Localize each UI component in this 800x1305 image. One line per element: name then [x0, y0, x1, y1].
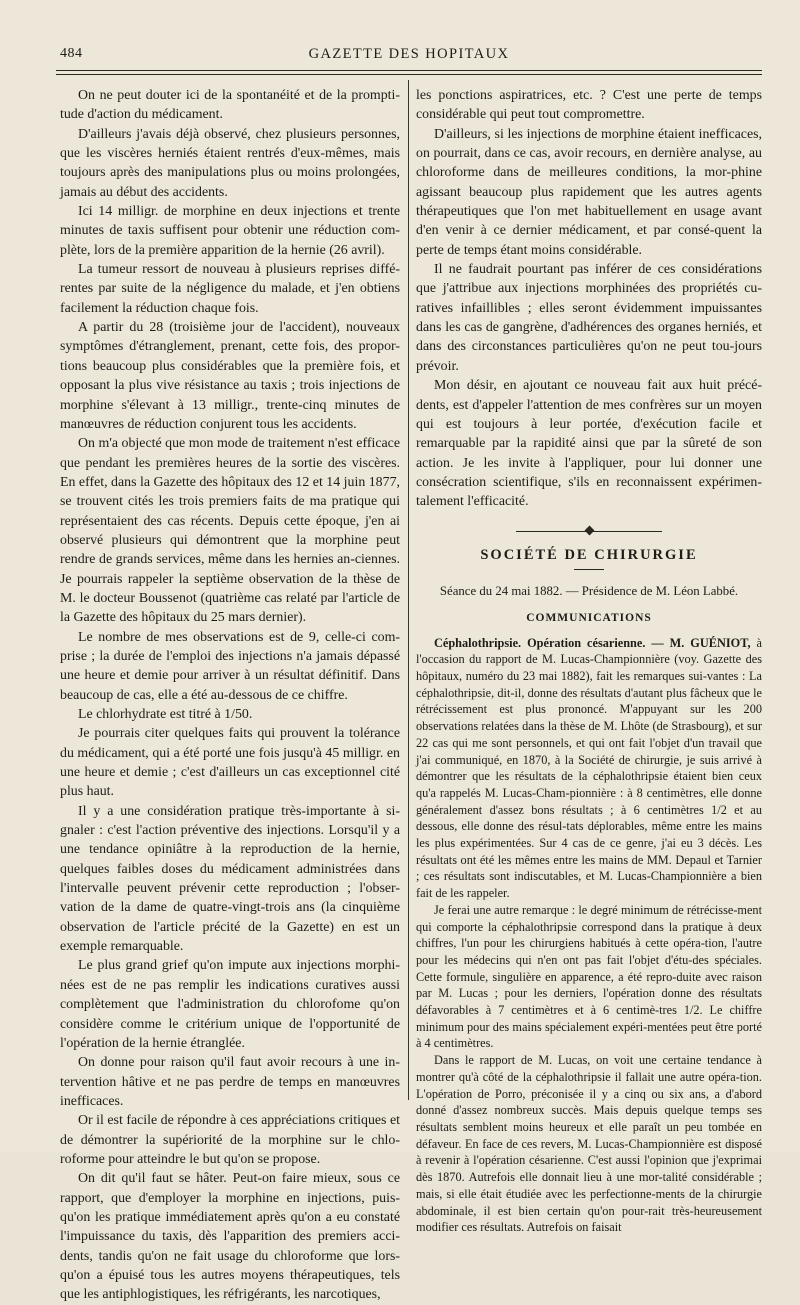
paragraph: Je ferai une autre remarque : le degré minimum de rétrécisse-ment qui comporte la céphalothripsie correspond dans la pratique à deux chiffres, l'un pour les chirurgiens habitués à cette opéra-tion, l'autre pour les médecins qui n'en ont pas fait l'objet d'étu-des spéciales. Cette formule, singulière en apparence, a été repro-duite avec raison par M. Lucas ; pour les derniers, l'opération donne des résultats défavorables à 7 centimètres et à 6 centimè-tres 1/2. Le chiffre minimum pour des mains spécialement expéri-mentées peut être porté à 4 centimètres. [416, 902, 762, 1051]
paragraph: On ne peut douter ici de la spontanéité et de la prompti-tude d'action du médicament. [60, 88, 400, 123]
paragraph: Le plus grand grief qu'on impute aux injections morphi-nées est de ne pas remplir les indications curatives aussi complètement que l'administration du chlorofome qu'on considère comme le critérium unique de l'opportunité de l'opération de la hernie étranglée. [60, 958, 400, 1051]
paragraph: La tumeur ressort de nouveau à plusieurs reprises diffé-rentes par suite de la négligence du malade, et j'en obtiens facilement la réduction chaque fois. [60, 262, 400, 316]
paragraph: les ponctions aspiratrices, etc. ? C'est une perte de temps considérable qui peut tout compromettre. [416, 88, 762, 123]
communications-body [416, 635, 762, 1236]
header-rule [56, 70, 762, 71]
running-title: GAZETTE DES HOPITAUX [308, 46, 510, 62]
paragraph: On donne pour raison qu'il faut avoir recours à une in-tervention hâtive et ne pas perdre de temps en manœuvres inefficaces. [60, 1055, 400, 1109]
paragraph: Mon désir, en ajoutant ce nouveau fait aux huit précé-dents, est d'appeler l'attention de mes confrères sur un moyen qui est toujours à leur portée, d'exécution facile et remarquable par la rapidité ainsi que par la sûreté de son action. Je les invite à l'appliquer, pour lui donner une consécration scientifique, s'ils en reconnaissent expérimen-talement l'efficacité. [416, 378, 762, 510]
section-title: SOCIÉTÉ DE CHIRURGIE [480, 546, 698, 563]
paragraph: Le chlorhydrate est titré à 1/50. [78, 707, 253, 722]
paragraph: Or il est facile de répondre à ces appréciations critiques et de démontrer la supériorité de la morphine sur le chlo-roforme pour atteindre le but qu'on se propose. [60, 1113, 400, 1167]
running-header [56, 46, 762, 68]
header-rule-thin [56, 74, 762, 75]
right-column [416, 86, 762, 1236]
paragraph: Dans le rapport de M. Lucas, on voit une certaine tendance à montrer qu'à côté de la céphalothripsie il fallait une autre opéra-tion. L'opération de Porro, préconisée il y a cinq ou six ans, a d'abord donné d'assez nombreux succès. Mais depuis quelque temps ses résultats semblent moins heureux et elle paraît un peu tombée en défaveur. En face de ces revers, M. Lucas-Championnière est disposé à revenir à l'opération césarienne. C'est aussi l'opinion que j'exprimai dès 1870. Autrefois elle donnait lieu à une mor-talité considérable ; mais, si elle était étudiée avec les perfectionne-ments de la chirurgie abdominale, il est bien certain qu'on pour-rait très-heureusement modifier ces résultats. Autrefois on faisait [416, 1053, 762, 1235]
paragraph: On dit qu'il faut se hâter. Peut-on faire mieux, sous ce rapport, que d'employer la morphine en injections, puis-qu'on les pratique immédiatement après qu'on a eu constaté l'impuissance du taxis, dès l'apparition des premiers acci-dents, tandis qu'on ne fait usage du chloroforme que lors-qu'on a épuisé tous les autres moyens thérapeutiques, tels que les antiphlogistiques, les réfrigérants, les narcotiques, [60, 1171, 400, 1303]
paragraph: Le nombre de mes observations est de 9, celle-ci com-prise ; la durée de l'emploi des injections n'a jamais dépassé une heure et demie pour arriver à un résultat définitif. Dans beaucoup de cas, elle a été au-dessous de ce chiffre. [60, 629, 400, 703]
paragraph: Il y a une considération pratique très-importante à si-gnaler : c'est l'action préventive des injections. Lorsqu'il y a une tendance opiniâtre à la reproduction de la hernie, quelques faibles doses du médicament administrées dans l'intervalle peuvent prévenir cette reproduction ; l'obser-vation de la dame de quatre-vingt-trois ans (la cinquième observation de l'article précité de la Gazette) en est un exemple remarquable. [60, 803, 400, 955]
column-divider [408, 80, 409, 1100]
short-rule [574, 569, 604, 570]
paragraph: Il ne faudrait pourtant pas inférer de ces considérations que j'attribue aux injections morphinées des propriétés cu-ratives infaillibles ; elles seront évidemment impuissantes dans les cas de gangrène, d'adhérences des organes herniés, et dans des circonstances particulières qu'on ne peut tou-jours prévoir. [416, 262, 762, 374]
lead-heading: Céphalothripsie. Opération césarienne. — M. GUÉNIOT, [434, 635, 751, 650]
paragraph [416, 635, 762, 902]
subheading: COMMUNICATIONS [526, 612, 652, 625]
seance-line: Séance du 24 mai 1882. — Présidence de M. Léon Labbé. [439, 583, 739, 598]
paragraph: Je pourrais citer quelques faits qui prouvent la tolérance du médicament, qui a été porté une fois jusqu'à 45 milligr. en une heure et demie ; c'est d'ailleurs un cas exceptionnel cité plus haut. [60, 726, 400, 800]
paragraph-text: à l'occasion du rapport de M. Lucas-Championnière (voy. Gazette des hôpitaux, numéro du 23 mai 1882), fait les remarques sui-vantes : La céphalothripsie, dit-il, donne des résultats d'autant plus fâcheux que le rétrécissement est plus prononcé. M'appuyant sur les 200 observations relatées dans la thèse de M. Lhôte (de Strasbourg), et sur 22 cas qui me sont personnels, et qui ont fait l'objet d'un travail que j'ai communiqué, en 1870, à la Société de chirurgie, je suis arrivé à démontrer que les résultats de la céphalothripsie étaient bien ceux qu'a rappelés M. Lucas-Cham-pionnière : à 8 centimètres, elle donne généralement d'assez bons résultats ; à 6 centimètres 1/2 et au dessous, elle donne des résul-tats déplorables, même entre les mains les plus expérimentées. Sur 4 cas de ce genre, j'ai eu 3 décès. Les résultats ont été les mêmes entre les mains de MM. Depaul et Tarnier ; ces résultats sont indiscutables, et M. Lucas-Championnière a bien fait de les rappeler. [416, 635, 763, 901]
page-number: 484 [60, 46, 83, 61]
paragraph: On m'a objecté que mon mode de traitement n'est efficace que pendant les premières heures de la sortie des viscères. En effet, dans la Gazette des hôpitaux des 12 et 14 juin 1877, se trouvent cités les trois premiers faits de ma pratique qui représentaient des cas récents. Depuis cette époque, j'en ai observé plusieurs qui démontrent que la morphine peut rendre de grands services, même dans les hernies an-ciennes. Je pourrais rappeler la septième observation de la thèse de M. le docteur Boussenot (quatrième cas relaté par l'article de la Gazette des hôpitaux du 25 mars dernier). [60, 436, 400, 626]
paragraph: D'ailleurs, si les injections de morphine étaient inefficaces, on pourrait, dans ce cas, avoir recours, en dernière analyse, au chloroforme dans de meilleures conditions, la mor-phine agissant beaucoup plus rapidement que les autres agents thérapeutiques que l'on met habituellement en usage avant d'en venir à ce dernier médicament, et par consé-quent la perte de temps étant moins considérable. [416, 126, 762, 258]
left-column [60, 86, 400, 1305]
paragraph: Ici 14 milligr. de morphine en deux injections et trente minutes de taxis suffisent pour obtenir une réduction com-plète, lors de la première apparition de la hernie (26 avril). [60, 204, 400, 258]
paragraph: D'ailleurs j'avais déjà observé, chez plusieurs personnes, que les viscères herniés étaient rentrés d'eux-mêmes, mais toujours après des manipulations plus ou moins prolongées, jamais au début des accidents. [60, 126, 400, 200]
paragraph: A partir du 28 (troisième jour de l'accident), nouveaux symptômes d'étranglement, prenant, cette fois, des propor-tions beaucoup plus considérables que la première fois, et opposant la plus vive résistance au taxis ; trois injections de morphine s'élevant à 13 milligr., trente-cinq minutes de manœuvres de réduction conjurent tous les accidents. [60, 320, 400, 432]
section-ornament [416, 526, 762, 536]
